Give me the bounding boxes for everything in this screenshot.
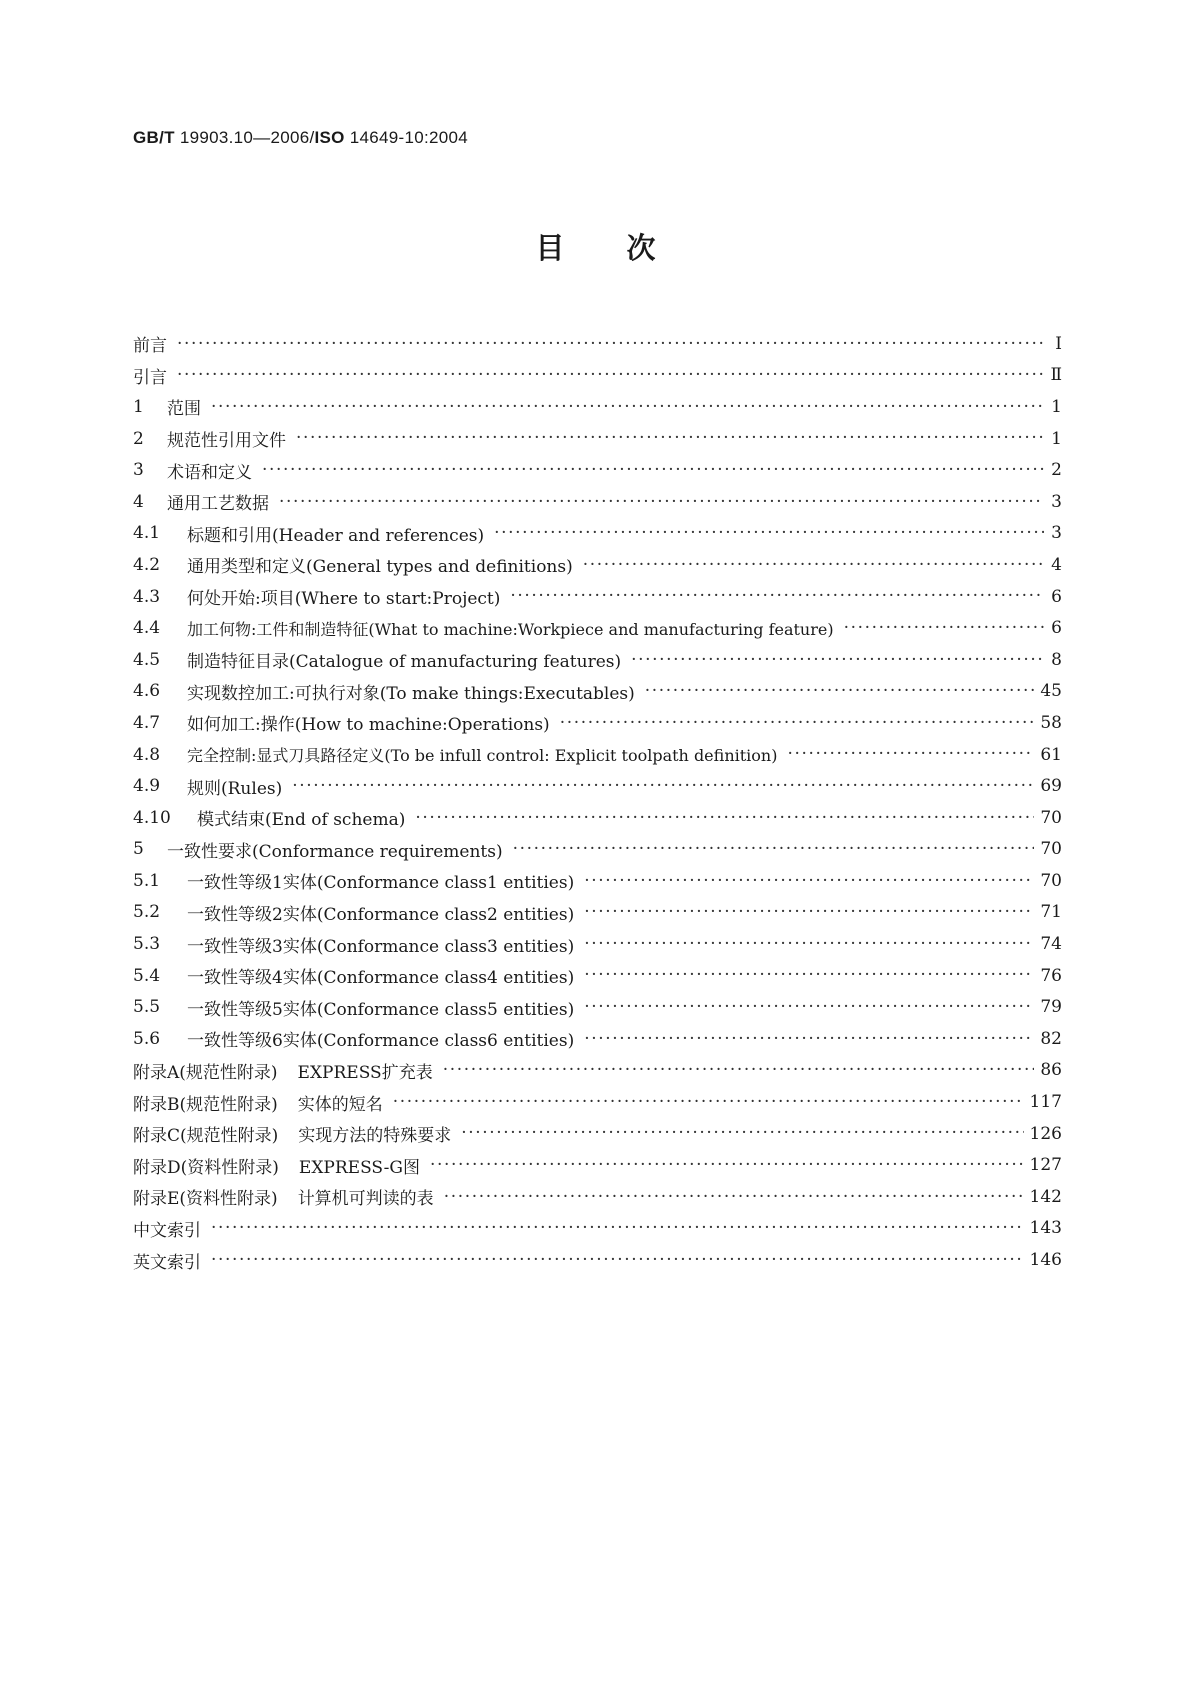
toc-entry-number: 4.10 [133,807,171,828]
index-title: 中文索引 [133,1220,201,1241]
toc-entry-page: 4 [1051,554,1062,575]
toc-entry[interactable] [133,360,1062,392]
index-title: 英文索引 [133,1252,201,1273]
toc-entry-title: 实现数控加工:可执行对象(To make things:Executables) [187,683,635,704]
toc-entry-title: 一致性等级1实体(Conformance class1 entities) [187,873,575,894]
toc-entry[interactable] [133,770,1062,802]
toc-entry-page: 45 [1040,681,1062,702]
toc-entry-page: 86 [1040,1060,1062,1081]
toc-entry-title: 规则(Rules) [187,778,283,799]
toc-entry-title: 一致性等级4实体(Conformance class4 entities) [187,968,575,989]
toc-entry-page: 70 [1040,839,1062,860]
toc-entry-title: 规范性引用文件 [167,431,286,452]
toc-leader [211,1250,1024,1270]
toc-leader [296,428,1044,448]
toc-entry-page: 74 [1040,934,1062,955]
toc-entry-title: 一致性等级3实体(Conformance class3 entities) [187,936,575,957]
toc-appendix-entry[interactable] [133,1149,1062,1181]
toc-entry-page: 126 [1029,1123,1062,1144]
toc-entry-number: 4.1 [133,523,161,544]
toc-entry-number: 1 [133,396,144,417]
toc-leader [513,839,1035,859]
toc-entry[interactable] [133,423,1062,455]
toc-entry-title: 术语和定义 [167,462,252,483]
toc-entry[interactable] [133,897,1062,929]
toc-leader [844,618,1044,638]
toc-leader [211,397,1044,417]
toc-entry-page: 143 [1029,1218,1062,1239]
toc-entry-number: 2 [133,428,144,449]
toc-leader [584,965,1034,985]
toc-leader [584,871,1034,891]
appendix-title: EXPRESS-G图 [298,1157,421,1178]
toc-leader [292,776,1034,796]
standard-prefix: GB/T [133,128,175,147]
toc-entry-title: 范围 [167,399,201,420]
toc-leader [584,934,1034,954]
toc-leader [584,902,1034,922]
toc-entry[interactable] [133,328,1062,360]
toc-entry-number: 5 [133,839,144,860]
toc-entry-title: 如何加工:操作(How to machine:Operations) [187,715,550,736]
toc-entry[interactable] [133,486,1062,518]
toc-entry[interactable] [133,454,1062,486]
toc-entry-number: 5.3 [133,934,161,955]
toc-entry-number: 3 [133,460,144,481]
toc-entry-page: 8 [1051,649,1062,670]
toc-leader [262,460,1044,480]
toc-entry[interactable] [133,391,1062,423]
toc-entry[interactable] [133,518,1062,550]
toc-appendix-entry[interactable] [133,1086,1062,1118]
toc-leader [631,650,1044,670]
appendix-label: 附录C(规范性附录) [133,1126,279,1147]
toc-entry-page: Ⅱ [1050,365,1062,386]
toc-entry-number: 5.2 [133,902,161,923]
toc-entry-title: 一致性等级5实体(Conformance class5 entities) [187,999,575,1020]
appendix-title: 计算机可判读的表 [297,1189,434,1210]
toc-entry-title: 制造特征目录(Catalogue of manufacturing features) [187,652,622,673]
toc-entry[interactable] [133,676,1062,708]
page-title: 目次 [535,231,718,265]
toc-leader [461,1123,1023,1143]
toc-entry[interactable] [133,707,1062,739]
toc-leader [584,997,1034,1017]
toc-leader [560,713,1035,733]
toc-entry-number: 4.5 [133,649,161,670]
toc-appendix-entry[interactable] [133,1055,1062,1087]
toc-entry[interactable] [133,928,1062,960]
toc-leader [279,492,1044,512]
appendix-title: EXPRESS扩充表 [297,1062,433,1083]
toc-entry-title: 通用类型和定义(General types and definitions) [187,557,573,578]
toc-entry[interactable] [133,549,1062,581]
standard-number: 19903.10—2006/ [179,128,315,147]
toc-leader [443,1060,1035,1080]
toc-leader [177,334,1044,354]
toc-leader [584,1029,1034,1049]
toc-entry-number: 4.7 [133,712,161,733]
document-header [133,128,468,148]
appendix-title: 实体的短名 [297,1094,383,1115]
toc-entry[interactable] [133,991,1062,1023]
toc-entry-number: 4.6 [133,681,161,702]
toc-entry-title: 通用工艺数据 [167,494,269,515]
toc-entry-title: 完全控制:显式刀具路径定义(To be infull control: Explicit toolpath definition) [187,746,778,766]
toc-entry-page: 3 [1051,491,1062,512]
toc-entry-number: 5.6 [133,1028,161,1049]
toc-entry-title: 模式结束(End of schema) [197,810,406,831]
toc-entry-page: 2 [1051,460,1062,481]
toc-entry-page: 76 [1040,965,1062,986]
toc-entry-page: 117 [1029,1092,1062,1113]
toc-leader [510,586,1044,606]
toc-entry[interactable] [133,581,1062,613]
toc-appendix-entry[interactable] [133,1181,1062,1213]
toc-entry-number: 4.4 [133,618,161,639]
toc-entry-title: 加工何物:工件和制造特征(What to machine:Workpiece and manufacturing feature) [187,619,834,639]
toc-entry-page: 6 [1051,586,1062,607]
toc-entry-page: 61 [1040,744,1062,765]
toc-entry-page: 82 [1040,1028,1062,1049]
toc-entry-title: 何处开始:项目(Where to start:Project) [187,589,501,610]
toc-entry-page: 127 [1029,1155,1062,1176]
toc-entry-page: 79 [1040,997,1062,1018]
toc-entry[interactable] [133,1023,1062,1055]
toc-entry-page: 1 [1051,396,1062,417]
toc-entry[interactable] [133,612,1062,644]
toc-leader [415,808,1034,828]
toc-leader [645,681,1035,701]
toc-entry-page: 1 [1051,428,1062,449]
toc-entry-title: 一致性等级2实体(Conformance class2 entities) [187,904,575,925]
toc-entry-page: Ⅰ [1055,333,1062,354]
toc-entry-number: 5.4 [133,965,161,986]
toc-leader [444,1187,1024,1207]
table-of-contents [133,328,1062,1276]
toc-entry-page: 6 [1051,618,1062,639]
iso-prefix: ISO [314,128,345,147]
toc-entry-title: 一致性要求(Conformance requirements) [167,841,503,862]
toc-entry-number: 4.9 [133,776,161,797]
appendix-label: 附录A(规范性附录) [133,1062,278,1083]
toc-entry-page: 3 [1051,523,1062,544]
appendix-label: 附录E(资料性附录) [133,1189,278,1210]
toc-index-entry[interactable] [133,1213,1062,1245]
appendix-label: 附录B(规范性附录) [133,1094,278,1115]
toc-entry-number: 5.5 [133,997,161,1018]
toc-entry-page: 70 [1040,807,1062,828]
toc-entry-page: 142 [1029,1186,1062,1207]
toc-leader [211,1218,1024,1238]
toc-entry-title: 标题和引用(Header and references) [187,525,485,546]
toc-entry-number: 4.8 [133,744,161,765]
toc-entry[interactable] [133,644,1062,676]
toc-leader [787,744,1034,764]
appendix-title: 实现方法的特殊要求 [298,1126,452,1147]
appendix-label: 附录D(资料性附录) [133,1157,279,1178]
toc-entry[interactable] [133,739,1062,771]
toc-leader [494,523,1044,543]
toc-leader [177,365,1044,385]
toc-leader [583,555,1044,575]
toc-entry[interactable] [133,802,1062,834]
toc-entry-number: 4.2 [133,554,161,575]
toc-leader [430,1155,1024,1175]
toc-entry-page: 69 [1040,776,1062,797]
toc-entry-title: 一致性等级6实体(Conformance class6 entities) [187,1031,575,1052]
toc-entry-page: 146 [1029,1250,1062,1271]
iso-number: 14649-10:2004 [349,128,469,147]
toc-entry-page: 70 [1040,870,1062,891]
toc-entry-title: 引言 [133,367,167,388]
toc-index-entry[interactable] [133,1244,1062,1276]
toc-entry[interactable] [133,960,1062,992]
toc-entry-page: 58 [1040,712,1062,733]
toc-entry[interactable] [133,865,1062,897]
toc-entry-page: 71 [1040,902,1062,923]
toc-entry-title: 前言 [133,336,167,357]
toc-leader [393,1092,1024,1112]
toc-entry[interactable] [133,834,1062,866]
toc-entry-number: 5.1 [133,870,161,891]
toc-entry-number: 4.3 [133,586,161,607]
toc-appendix-entry[interactable] [133,1118,1062,1150]
toc-entry-number: 4 [133,491,144,512]
